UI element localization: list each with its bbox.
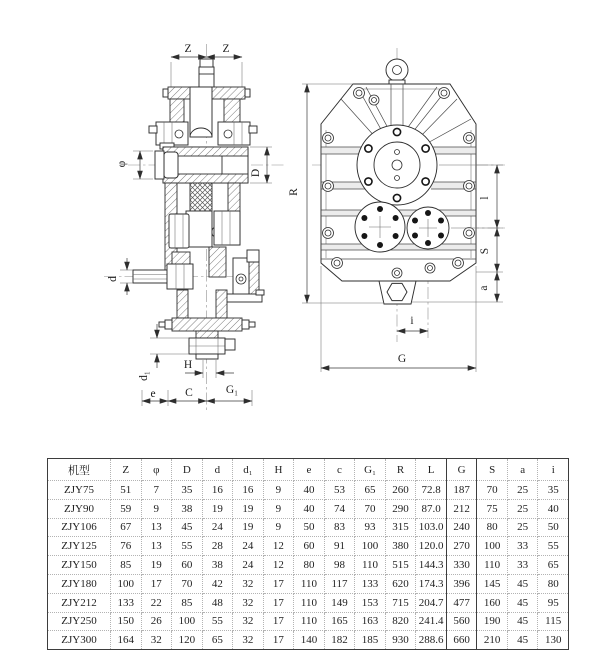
value-cell: 25 [507,518,538,537]
value-cell: 930 [385,631,416,650]
model-cell: ZJY300 [48,631,111,650]
value-cell: 45 [507,612,538,631]
value-cell: 60 [294,537,325,556]
table-row [48,574,569,593]
bottom-coupling [189,331,235,359]
value-cell: 42 [202,574,233,593]
value-cell: 75 [477,499,508,518]
central-flange [357,125,437,205]
value-cell: 17 [263,593,294,612]
value-cell: 17 [263,612,294,631]
value-cell: 103.0 [416,518,447,537]
dim-i [397,315,428,331]
value-cell: 145 [477,574,508,593]
value-cell: 270 [446,537,477,556]
dim-label-R: R [288,188,300,196]
value-cell: 33 [507,537,538,556]
output-shaft [133,264,193,289]
value-cell: 76 [111,537,142,556]
column-header-0: 机型 [48,459,111,481]
value-cell: 330 [446,556,477,575]
value-cell: 19 [233,518,264,537]
value-cell: 87.0 [416,499,447,518]
table-row [48,593,569,612]
column-header-5: d₁ [233,459,264,481]
value-cell: 55 [172,537,203,556]
dim-label-d1: d₁ [138,371,150,381]
value-cell: 40 [294,481,325,500]
value-cell: 48 [202,593,233,612]
value-cell: 380 [385,537,416,556]
value-cell: 240 [446,518,477,537]
value-cell: 120 [172,631,203,650]
value-cell: 210 [477,631,508,650]
value-cell: 91 [324,537,355,556]
value-cell: 16 [202,481,233,500]
value-cell: 59 [111,499,142,518]
value-cell: 70 [172,574,203,593]
model-cell: ZJY125 [48,537,111,556]
dim-label-d: d [107,276,119,282]
value-cell: 98 [324,556,355,575]
model-cell: ZJY150 [48,556,111,575]
value-cell: 660 [446,631,477,650]
value-cell: 9 [141,499,172,518]
dim-label-e: e [150,388,156,400]
value-cell: 32 [233,574,264,593]
value-cell: 25 [507,499,538,518]
model-cell: ZJY75 [48,481,111,500]
value-cell: 290 [385,499,416,518]
header-row [48,459,569,481]
value-cell: 560 [446,612,477,631]
value-cell: 110 [294,612,325,631]
value-cell: 38 [202,556,233,575]
value-cell: 45 [507,593,538,612]
dim-label-D: D [250,168,262,178]
value-cell: 55 [538,537,569,556]
value-cell: 85 [172,593,203,612]
table-row [48,518,569,537]
right-view [288,48,505,372]
value-cell: 260 [385,481,416,500]
drain-bracket [379,281,416,304]
value-cell: 19 [233,499,264,518]
spec-table-container [47,458,569,650]
column-header-9: G₁ [355,459,386,481]
value-cell: 26 [141,612,172,631]
column-header-1: Z [111,459,142,481]
value-cell: 174.3 [416,574,447,593]
value-cell: 133 [355,574,386,593]
value-cell: 32 [233,612,264,631]
column-header-8: c [324,459,355,481]
value-cell: 40 [538,499,569,518]
value-cell: 53 [324,481,355,500]
value-cell: 515 [385,556,416,575]
value-cell: 144.3 [416,556,447,575]
value-cell: 80 [294,556,325,575]
column-header-11: L [416,459,447,481]
dim-d1 [138,324,189,381]
model-cell: ZJY106 [48,518,111,537]
value-cell: 65 [202,631,233,650]
lifting-eye [386,59,408,85]
value-cell: 32 [233,593,264,612]
value-cell: 25 [507,481,538,500]
value-cell: 204.7 [416,593,447,612]
value-cell: 110 [294,593,325,612]
dim-h [184,359,234,378]
value-cell: 165 [324,612,355,631]
value-cell: 24 [233,537,264,556]
value-cell: 133 [111,593,142,612]
value-cell: 9 [263,499,294,518]
model-cell: ZJY250 [48,612,111,631]
value-cell: 85 [111,556,142,575]
value-cell: 110 [477,556,508,575]
value-cell: 100 [355,537,386,556]
value-cell: 187 [446,481,477,500]
dim-label-G: G [397,353,407,365]
dim-label-a: a [478,285,490,291]
value-cell: 241.4 [416,612,447,631]
value-cell: 74 [324,499,355,518]
value-cell: 100 [172,612,203,631]
lower-flange-right [407,207,449,249]
value-cell: 17 [263,631,294,650]
value-cell: 315 [385,518,416,537]
column-header-4: d [202,459,233,481]
value-cell: 24 [202,518,233,537]
value-cell: 50 [538,518,569,537]
value-cell: 150 [111,612,142,631]
value-cell: 117 [324,574,355,593]
value-cell: 24 [233,556,264,575]
value-cell: 140 [294,631,325,650]
value-cell: 32 [141,631,172,650]
value-cell: 115 [538,612,569,631]
value-cell: 185 [355,631,386,650]
value-cell: 35 [172,481,203,500]
value-cell: 70 [355,499,386,518]
value-cell: 45 [507,574,538,593]
value-cell: 80 [477,518,508,537]
value-cell: 110 [355,556,386,575]
value-cell: 190 [477,612,508,631]
value-cell: 65 [355,481,386,500]
model-cell: ZJY180 [48,574,111,593]
value-cell: 396 [446,574,477,593]
value-cell: 9 [263,518,294,537]
main-cylinder [155,147,248,183]
table-row [48,537,569,556]
value-cell: 55 [202,612,233,631]
column-header-10: R [385,459,416,481]
value-cell: 160 [477,593,508,612]
table-row [48,481,569,500]
lower-flange-left [355,202,405,252]
value-cell: 32 [233,631,264,650]
dim-label-C: C [185,387,193,399]
value-cell: 28 [202,537,233,556]
value-cell: 149 [324,593,355,612]
value-cell: 164 [111,631,142,650]
value-cell: 477 [446,593,477,612]
value-cell: 40 [294,499,325,518]
value-cell: 65 [538,556,569,575]
spec-table [47,458,569,650]
value-cell: 19 [141,556,172,575]
column-header-3: D [172,459,203,481]
value-cell: 120.0 [416,537,447,556]
column-header-15: i [538,459,569,481]
value-cell: 60 [172,556,203,575]
dim-label-i: i [410,315,414,327]
value-cell: 51 [111,481,142,500]
value-cell: 715 [385,593,416,612]
value-cell: 45 [507,631,538,650]
value-cell: 13 [141,518,172,537]
table-row [48,556,569,575]
value-cell: 17 [263,574,294,593]
value-cell: 620 [385,574,416,593]
value-cell: 153 [355,593,386,612]
value-cell: 130 [538,631,569,650]
dim-label-G1: G₁ [225,384,239,396]
dim-label-l: l [479,196,491,200]
table-row [48,631,569,650]
column-header-2: φ [141,459,172,481]
value-cell: 22 [141,593,172,612]
value-cell: 67 [111,518,142,537]
value-cell: 45 [172,518,203,537]
column-header-13: S [477,459,508,481]
left-view [104,43,286,412]
value-cell: 70 [477,481,508,500]
input-shaft [199,59,214,88]
dim-label-phi: φ [116,160,128,168]
value-cell: 35 [538,481,569,500]
value-cell: 182 [324,631,355,650]
value-cell: 72.8 [416,481,447,500]
value-cell: 93 [355,518,386,537]
column-header-7: e [294,459,325,481]
value-cell: 38 [172,499,203,518]
column-header-6: H [263,459,294,481]
value-cell: 12 [263,537,294,556]
value-cell: 50 [294,518,325,537]
value-cell: 212 [446,499,477,518]
value-cell: 95 [538,593,569,612]
table-row [48,499,569,518]
dim-label-H: H [183,359,193,371]
value-cell: 83 [324,518,355,537]
value-cell: 9 [263,481,294,500]
value-cell: 19 [202,499,233,518]
dim-e-c-g1 [142,384,252,406]
value-cell: 33 [507,556,538,575]
model-cell: ZJY90 [48,499,111,518]
value-cell: 7 [141,481,172,500]
value-cell: 820 [385,612,416,631]
column-header-12: G [446,459,477,481]
value-cell: 288.6 [416,631,447,650]
dim-label-z-left: Z [184,43,192,55]
value-cell: 100 [477,537,508,556]
model-cell: ZJY212 [48,593,111,612]
value-cell: 16 [233,481,264,500]
value-cell: 12 [263,556,294,575]
column-header-14: a [507,459,538,481]
dim-label-z-right: Z [222,43,230,55]
value-cell: 13 [141,537,172,556]
dim-label-S: S [479,247,491,255]
value-cell: 17 [141,574,172,593]
table-row [48,612,569,631]
value-cell: 110 [294,574,325,593]
value-cell: 163 [355,612,386,631]
value-cell: 100 [111,574,142,593]
value-cell: 80 [538,574,569,593]
